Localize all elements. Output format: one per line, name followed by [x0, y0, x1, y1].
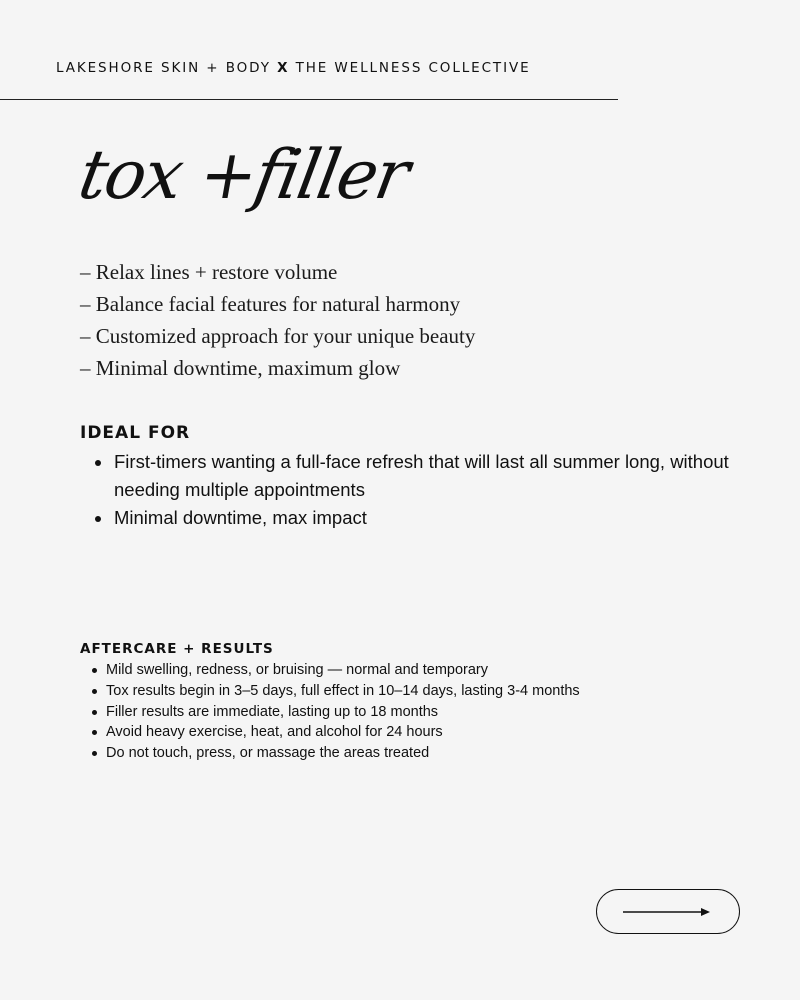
benefit-item: – Balance facial features for natural harmony [80, 292, 461, 316]
ideal-for-heading: IDEAL FOR [80, 423, 191, 443]
brand-right: THE WELLNESS COLLECTIVE [295, 60, 531, 76]
arrow-right-icon [621, 905, 713, 919]
ideal-for-item: Minimal downtime, max impact [90, 504, 730, 532]
benefit-item: – Customized approach for your unique beauty [80, 324, 476, 348]
benefit-item: – Relax lines + restore volume [80, 260, 338, 284]
brand-header [56, 60, 531, 76]
brand-left: LAKESHORE SKIN + BODY [56, 60, 271, 76]
next-button[interactable] [596, 889, 740, 934]
brand-separator: X [277, 60, 290, 76]
aftercare-heading: AFTERCARE + RESULTS [80, 641, 274, 657]
aftercare-list [90, 660, 710, 764]
aftercare-item: Do not touch, press, or massage the areas treated [90, 743, 710, 764]
ideal-for-item: First-timers wanting a full-face refresh that will last all summer long, without needing multiple appointments [90, 448, 730, 504]
aftercare-item: Mild swelling, redness, or bruising — normal and temporary [90, 660, 710, 681]
aftercare-item: Avoid heavy exercise, heat, and alcohol for 24 hours [90, 722, 710, 743]
ideal-for-list [90, 448, 730, 532]
aftercare-item: Tox results begin in 3–5 days, full effect in 10–14 days, lasting 3-4 months [90, 681, 710, 702]
benefit-item: – Minimal downtime, maximum glow [80, 356, 401, 380]
header-divider [0, 99, 618, 100]
benefits-list [80, 256, 475, 384]
page-title: tox +filler [73, 136, 414, 215]
aftercare-item: Filler results are immediate, lasting up to 18 months [90, 702, 710, 723]
